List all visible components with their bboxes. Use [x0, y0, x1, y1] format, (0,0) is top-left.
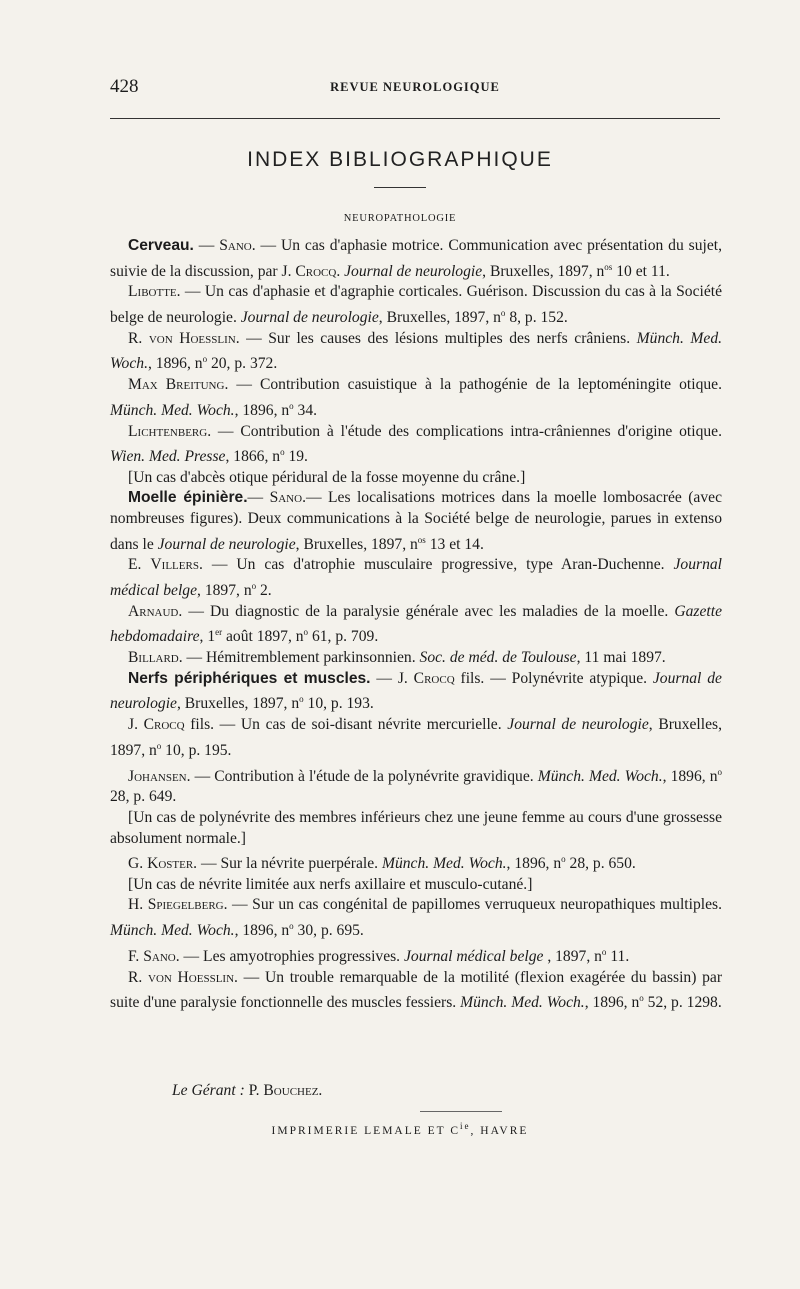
- initial: E.: [128, 556, 151, 574]
- superscript: o: [202, 354, 208, 365]
- entry-text: 8, p. 152.: [505, 309, 568, 327]
- page-title: INDEX BIBLIOGRAPHIQUE: [247, 148, 553, 171]
- entry-von-hoesslin-1: [110, 329, 722, 375]
- entry-text: 19.: [284, 448, 308, 466]
- author: Koster: [147, 855, 194, 873]
- superscript: o: [299, 694, 304, 705]
- entry-text: . — Un trouble remarquable de la motilité (flexion exagérée du bassin) par suite d'une paralysie fonctionnelle des muscles fessiers.: [110, 968, 723, 1012]
- entry-text: , 1896, n: [147, 355, 203, 373]
- author: Crocq: [295, 262, 337, 280]
- page-number: 428: [110, 76, 139, 97]
- title-rule: [374, 187, 426, 188]
- printer-text: IMPRIMERIE LEMALE ET C: [271, 1124, 461, 1137]
- entry-cerveau-sano: [110, 236, 722, 282]
- entry-text: 10, p. 195.: [161, 741, 232, 759]
- initial: G.: [128, 855, 148, 873]
- entry-text: , Bruxelles, 1897, n: [482, 262, 605, 280]
- entry-text: 52, p. 1298.: [643, 994, 722, 1012]
- entry-text: 28, p. 650.: [565, 855, 636, 873]
- superscript: o: [601, 946, 607, 957]
- superscript: ie: [460, 1121, 471, 1131]
- entry-text: , Bruxelles, 1897, n: [378, 309, 501, 327]
- entry-text: . — Un cas d'aphasie et d'agraphie corticales. Guérison. Discussion du cas à la Société belge de neurologie.: [110, 283, 722, 327]
- entry-text: , 1897, n: [543, 948, 602, 966]
- author: Crocq: [143, 716, 185, 734]
- entry-text: . — Sur les causes des lésions multiples des nerfs crâniens.: [235, 329, 637, 347]
- entry-von-hoesslin-2: [110, 968, 722, 1014]
- entry-nerfs-crocq: [110, 669, 722, 715]
- author: Johansen: [128, 767, 187, 785]
- author: von Hoesslin: [148, 968, 235, 986]
- entry-text: . — Contribution casuistique à la pathogénie de la leptoméningite otique.: [224, 376, 722, 394]
- entry-text: , 1896, n: [584, 994, 640, 1012]
- bibliography-body: [110, 236, 722, 1014]
- journal: Journal de neurologie: [507, 716, 649, 734]
- superscript: o: [639, 993, 644, 1004]
- journal: Münch. Med. Woch.: [381, 855, 507, 873]
- printer-line: [0, 1121, 800, 1137]
- entry-lichtenberg: [110, 422, 722, 468]
- separator: —: [193, 237, 220, 254]
- superscript: o: [251, 581, 257, 592]
- entry-text: août 1897, n: [222, 628, 304, 646]
- journal: Journal médical belge: [403, 948, 544, 966]
- journal: Journal de neurologie: [157, 535, 296, 553]
- superscript: o: [717, 766, 722, 777]
- superscript: o: [280, 447, 285, 458]
- author: Sano: [143, 948, 176, 966]
- author: Libotte: [128, 283, 177, 301]
- entry-text: , 1896, n: [506, 855, 562, 873]
- entry-text: , 1896, n: [234, 922, 290, 940]
- entry-text: , 1896, n: [662, 767, 718, 785]
- entry-text: , 1: [199, 628, 216, 646]
- signature-name: Bouchez: [263, 1082, 319, 1099]
- entry-text: . — Un cas d'atrophie musculaire progressive, type Aran-Duchenne.: [198, 556, 674, 574]
- journal: Gazette hebdomadaire: [110, 602, 722, 646]
- author: Sano: [269, 489, 303, 507]
- author: Lichtenberg: [128, 422, 208, 440]
- superscript: o: [500, 307, 506, 318]
- entry-text: 34.: [293, 401, 318, 419]
- author: von Hoesslin: [148, 329, 236, 347]
- entry-koster: [110, 849, 722, 875]
- entry-text: . — Du diagnostic de la paralysie générale avec les maladies de la moelle.: [178, 602, 675, 620]
- entry-text: , Bruxelles, 1897, n: [110, 716, 722, 759]
- author: Max Breitung: [128, 376, 225, 394]
- entry-libotte: [110, 282, 722, 328]
- signature-label: Le Gérant :: [172, 1082, 245, 1099]
- entry-note-abces: [Un cas d'abcès otique péridural de la fosse moyenne du crâne.]: [128, 468, 526, 486]
- superscript: o: [289, 921, 294, 932]
- entry-text: , 1866, n: [225, 448, 281, 466]
- category-heading: Nerfs périphériques et muscles.: [128, 669, 371, 687]
- entry-note-polynevrite: [Un cas de polynévrite des membres inférieurs chez une jeune femme au cours d'une grossesse absolument normale.]: [110, 808, 722, 847]
- page-header: [110, 76, 720, 102]
- entry-text: .: [336, 262, 345, 280]
- entry-text: 61, p. 709.: [308, 628, 379, 646]
- journal: Journal de neurologie: [240, 309, 379, 327]
- superscript: o: [289, 400, 294, 411]
- printer-rule: [420, 1111, 502, 1112]
- initial: H.: [128, 896, 148, 914]
- header-rule: [110, 118, 720, 119]
- entry-text: 30, p. 695.: [293, 922, 364, 940]
- entry-text: . — Sur la névrite puerpérale.: [193, 855, 382, 873]
- author: Villers: [150, 556, 199, 574]
- journal: Münch. Med. Woch.: [110, 329, 723, 373]
- signature-initial: P.: [244, 1082, 264, 1099]
- signature-suffix: .: [318, 1082, 323, 1099]
- entry-villers: [110, 555, 722, 601]
- journal: Münch. Med. Woch.: [110, 401, 235, 419]
- separator: — J.: [370, 669, 414, 687]
- entry-text: 13 et 14.: [425, 535, 484, 553]
- printer-text: , HAVRE: [470, 1124, 529, 1137]
- entry-note-nevrite: [Un cas de névrite limitée aux nerfs axillaire et musculo-cutané.]: [128, 875, 533, 893]
- initial: F.: [128, 948, 144, 966]
- entry-text: . — Contribution à l'étude de la polynévrite gravidique.: [186, 767, 538, 785]
- author: Billard: [128, 649, 179, 667]
- author: Arnaud: [128, 602, 179, 620]
- journal: Journal de neurologie: [344, 262, 483, 280]
- entry-johansen: [110, 762, 722, 808]
- superscript: o: [303, 627, 309, 638]
- entry-text: , 1897, n: [197, 582, 252, 600]
- entry-moelle-sano: [110, 488, 722, 555]
- entry-sano-3: [110, 942, 722, 968]
- journal: Journal médical belge: [110, 556, 723, 600]
- journal: Wien. Med. Presse: [110, 448, 226, 466]
- journal: Soc. de méd. de Toulouse: [419, 649, 577, 667]
- entry-text: . — Sur un cas congénital de papillomes verruqueux neuropathiques multiples.: [223, 896, 722, 914]
- author: Crocq: [413, 669, 455, 687]
- entry-breitung: [110, 375, 722, 421]
- entry-text: .— Les localisations motrices dans la moelle lombosacrée (avec nombreuses figures). Deux communications à la Société belge de neurologie, parues in extenso dans le: [110, 489, 722, 553]
- section-heading: NEUROPATHOLOGIE: [343, 213, 457, 224]
- superscript: o: [561, 854, 566, 865]
- journal: Münch. Med. Woch.: [110, 922, 235, 940]
- initial: R.: [128, 329, 149, 347]
- author: Spiegelberg: [147, 896, 224, 914]
- initial: R.: [128, 968, 149, 986]
- entry-text: , 1896, n: [234, 401, 290, 419]
- initial: J.: [128, 716, 144, 734]
- entry-text: 2.: [256, 582, 272, 600]
- signature: [172, 1082, 322, 1100]
- superscript: er: [215, 627, 223, 638]
- entry-text: 10 et 11.: [612, 262, 670, 280]
- entry-text: . — Contribution à l'étude des complications intra-crâniennes d'origine otique.: [207, 422, 722, 440]
- journal: Journal de neurologie: [110, 669, 722, 713]
- superscript: o: [156, 740, 162, 751]
- entry-text: , Bruxelles, 1897, n: [295, 535, 418, 553]
- superscript: os: [604, 261, 613, 272]
- separator: —: [247, 489, 270, 507]
- entry-text: . — Un cas d'aphasie motrice. Communication avec présentation du sujet, suivie de la discussion, par J.: [110, 237, 722, 280]
- entry-text: 20, p. 372.: [207, 355, 278, 373]
- entry-text: 10, p. 193.: [303, 695, 374, 713]
- entry-arnaud: [110, 602, 722, 648]
- entry-billard: [110, 648, 722, 669]
- entry-text: 28, p. 649.: [110, 788, 177, 806]
- entry-spiegelberg: [110, 895, 722, 941]
- category-heading: Moelle épinière.: [128, 489, 248, 507]
- entry-crocq-2: [110, 715, 722, 761]
- category-heading: Cerveau.: [128, 237, 194, 254]
- author: Sano: [219, 237, 252, 254]
- entry-text: fils. — Polynévrite atypique.: [454, 669, 653, 687]
- entry-text: . — Hémitremblement parkinsonnien.: [178, 649, 420, 667]
- entry-text: fils. — Un cas de soi-disant névrite mercurielle.: [184, 716, 508, 734]
- entry-text: , 11 mai 1897.: [576, 649, 666, 667]
- entry-text: . — Les amyotrophies progressives.: [175, 948, 404, 966]
- entry-text: , Bruxelles, 1897, n: [176, 695, 300, 713]
- running-head: REVUE NEUROLOGIQUE: [330, 80, 500, 94]
- superscript: os: [417, 534, 426, 545]
- journal: Münch. Med. Woch.: [460, 994, 585, 1012]
- journal: Münch. Med. Woch.: [537, 767, 663, 785]
- entry-text: 11.: [606, 948, 630, 966]
